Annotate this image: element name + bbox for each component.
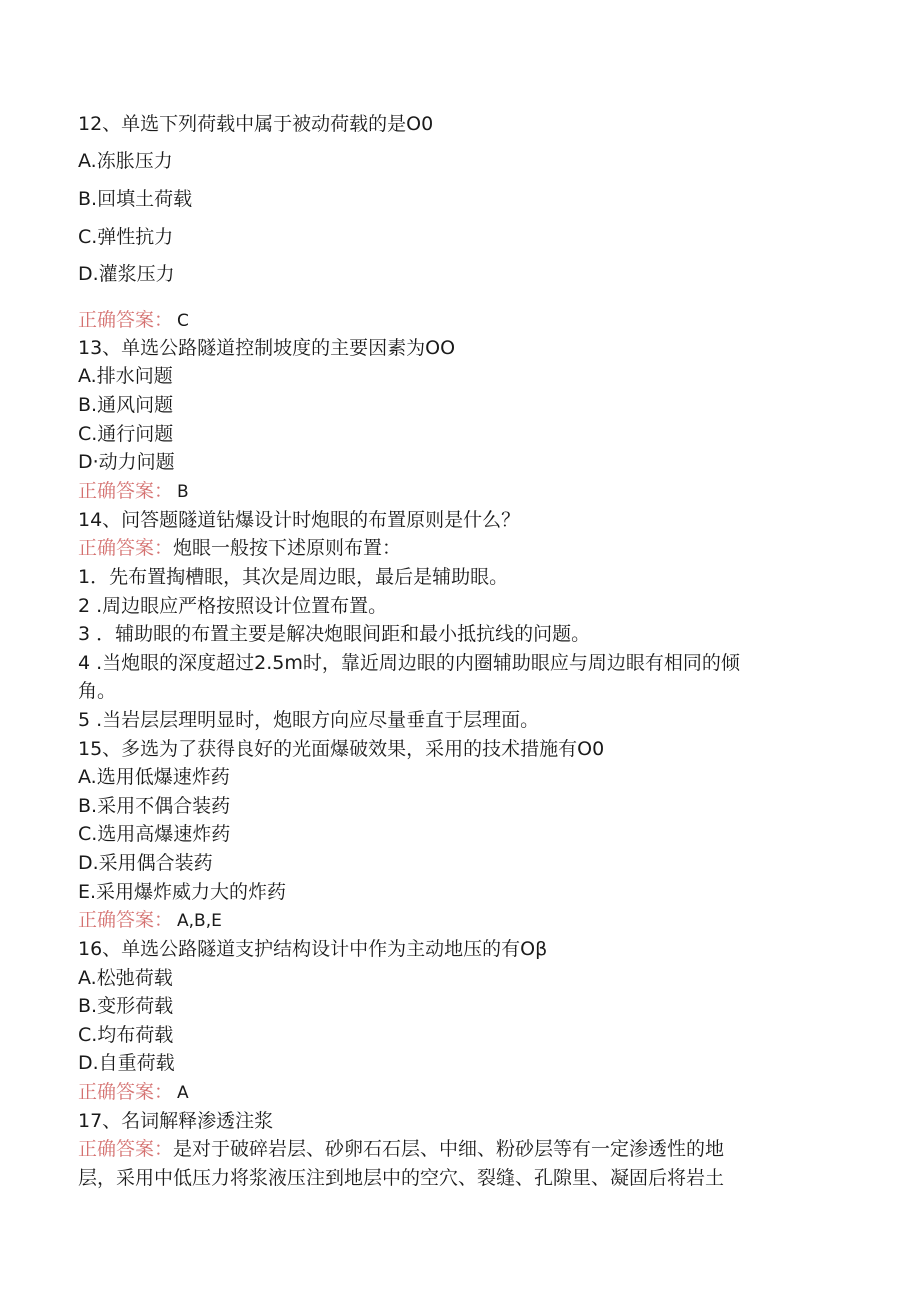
- q15-option-d: D.采用偶合装药: [78, 852, 213, 874]
- q15-option-b: B.采用不偶合装药: [78, 795, 231, 817]
- q16-answer: [78, 1078, 189, 1107]
- q14-answer-text: 炮眼一般按下述原则布置：: [173, 537, 402, 559]
- q13-option-d: D·动力问题: [78, 451, 175, 473]
- q12-option-a: A.冻胀压力: [78, 150, 173, 172]
- q16-option-c: C.均布荷载: [78, 1024, 174, 1046]
- q12-answer-value: C: [177, 311, 189, 331]
- q13-option-a: A.排水问题: [78, 365, 173, 387]
- q15-stem: 15、多选为了获得良好的光面爆破效果，采用的技术措施有O0: [78, 738, 605, 760]
- q15-option-c: C.选用高爆速炸药: [78, 823, 231, 845]
- q12-stem: 12、单选下列荷载中属于被动荷载的是O0: [78, 113, 434, 135]
- answer-label: 正确答案：: [78, 1081, 174, 1103]
- q14-point-4: 4 .当炮眼的深度超过2.5m时，靠近周边眼的内圈辅助眼应与周边眼有相同的倾: [78, 652, 740, 674]
- q12-option-d: D.灌浆压力: [78, 263, 175, 285]
- q15-option-e: E.采用爆炸威力大的炸药: [78, 881, 287, 903]
- q13-option-c: C.通行问题: [78, 423, 174, 445]
- q16-stem: 16、单选公路隧道支护结构设计中作为主动地压的有Oβ: [78, 938, 548, 960]
- answer-label: 正确答案：: [78, 309, 174, 331]
- q12-option-c: C.弹性抗力: [78, 226, 174, 248]
- q14-point-5: 5 .当岩层层理明显时，炮眼方向应尽量垂直于层理面。: [78, 709, 540, 731]
- q17-answer: [78, 1135, 724, 1163]
- answer-label: 正确答案：: [78, 480, 174, 502]
- q13-option-b: B.通风问题: [78, 394, 174, 416]
- answer-label: 正确答案：: [78, 909, 174, 931]
- q17-stem: 17、名词解释渗透注浆: [78, 1110, 274, 1132]
- answer-label: 正确答案：: [78, 1138, 174, 1160]
- q14-answer: [78, 534, 401, 562]
- q12-answer: [78, 306, 189, 335]
- q17-answer-cont: 层，采用中低压力将浆液压注到地层中的空穴、裂缝、孔隙里、凝固后将岩土: [78, 1167, 725, 1189]
- q15-answer-value: A,B,E: [177, 911, 222, 931]
- q14-point-1: 1．先布置掏槽眼，其次是周边眼，最后是辅助眼。: [78, 566, 509, 588]
- q14-point-3: 3 ．辅助眼的布置主要是解决炮眼间距和最小抵抗线的问题。: [78, 623, 591, 645]
- q16-option-b: B.变形荷载: [78, 995, 174, 1017]
- q13-answer: [78, 477, 189, 506]
- q16-option-d: D.自重荷载: [78, 1052, 175, 1074]
- q17-answer-text: 是对于破碎岩层、砂卵石石层、中细、粉砂层等有一定渗透性的地: [173, 1138, 725, 1160]
- q13-stem: 13、单选公路隧道控制坡度的主要因素为OO: [78, 337, 456, 359]
- q15-option-a: A.选用低爆速炸药: [78, 766, 230, 788]
- q14-stem: 14、问答题隧道钻爆设计时炮眼的布置原则是什么？: [78, 509, 521, 531]
- q12-option-b: B.回填土荷载: [78, 188, 193, 210]
- q16-answer-value: A: [177, 1083, 189, 1103]
- q13-answer-value: B: [177, 482, 189, 502]
- q16-option-a: A.松弛荷载: [78, 967, 173, 989]
- answer-label: 正确答案：: [78, 537, 174, 559]
- q15-answer: [78, 906, 222, 935]
- q14-point-2: 2 .周边眼应严格按照设计位置布置。: [78, 595, 388, 617]
- q14-point-4-cont: 角。: [78, 680, 117, 702]
